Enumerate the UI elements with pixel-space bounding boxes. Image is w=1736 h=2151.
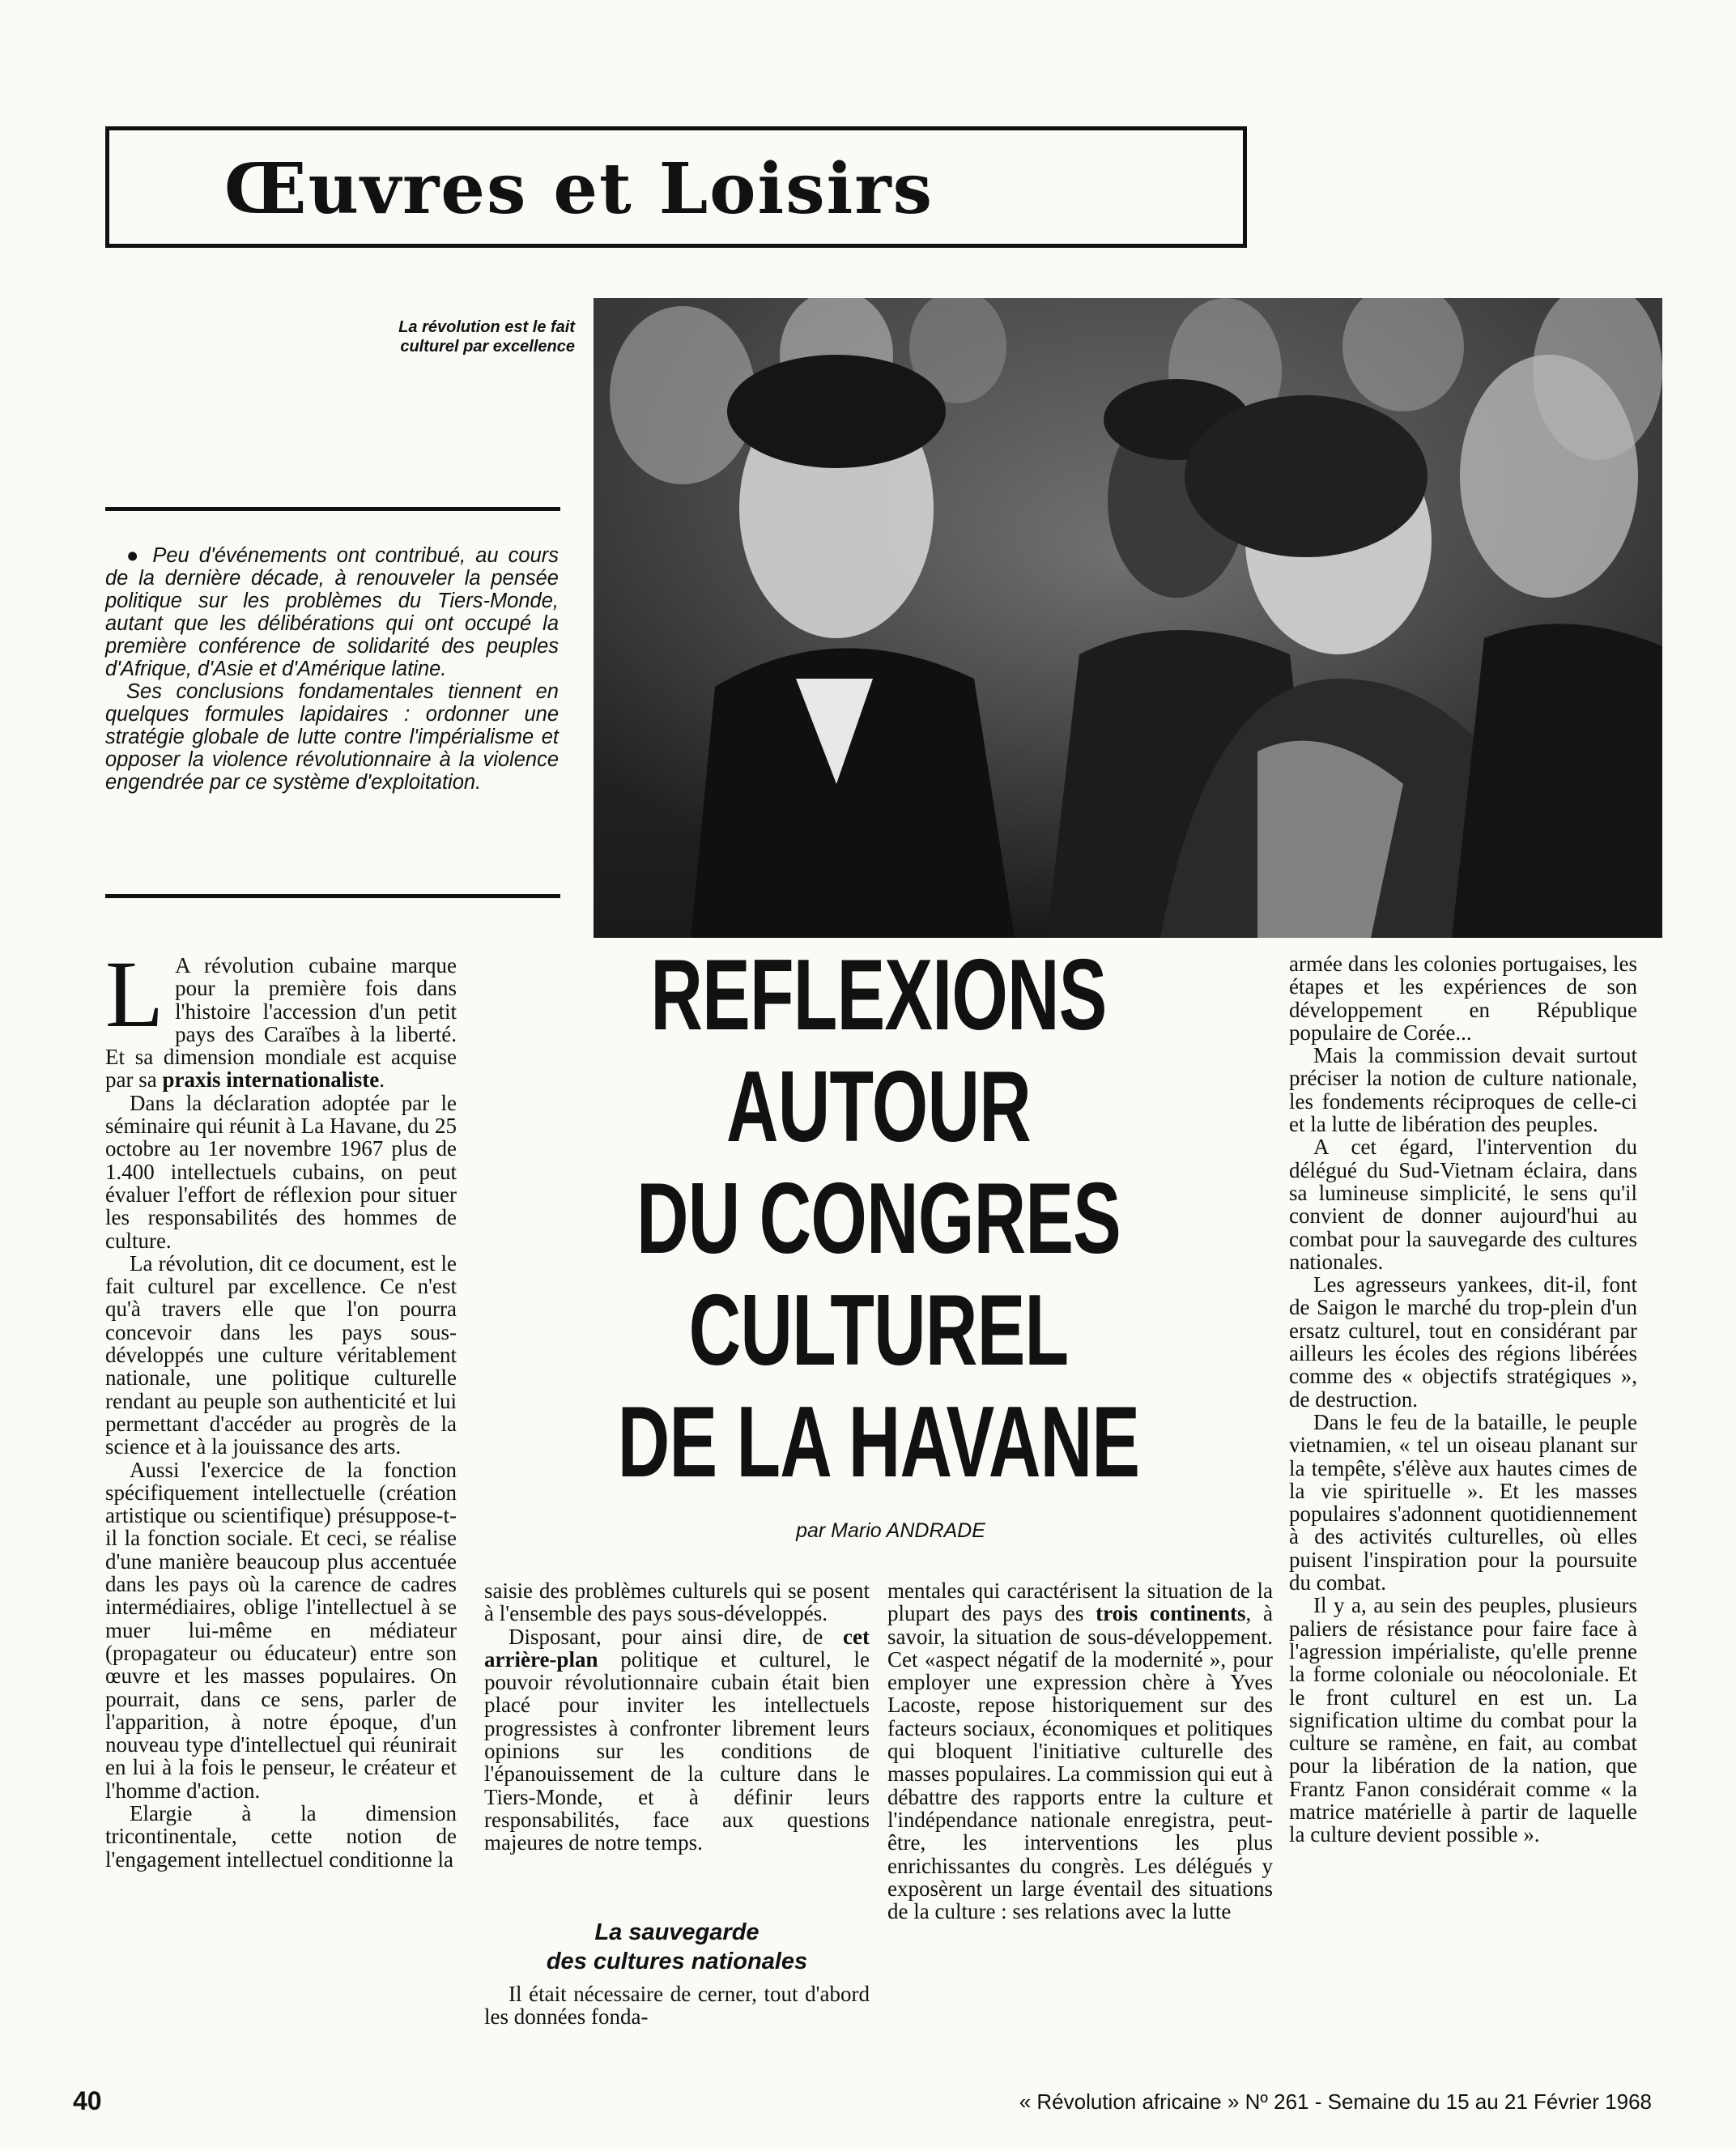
photo-caption: La révolution est le fait culturel par excellence xyxy=(398,318,575,356)
col3-paragraph-1 xyxy=(887,1579,1273,1923)
col4-paragraph-2: Mais la commission devait surtout préciser la notion de culture nationale, les fondements réciproques de celle-ci et la lutte de libération des peuples. xyxy=(1289,1043,1637,1137)
col1-p1-emphasis: praxis internationaliste xyxy=(162,1067,380,1093)
section-title: Œuvres et Loisirs xyxy=(223,148,934,230)
article-column-3 xyxy=(887,1579,1273,1923)
col1-paragraph-3: La révolution, dit ce document, est le fait culturel par excellence. Ce n'est qu'à travers elle que l'on pourra concevoir dans les pays sous-développés une culture véritablement nationale, une politique culturelle rendant au peuple son authenticité et lui permettant d'accéder au progrès de la science et à la jouissance des arts. xyxy=(105,1250,457,1459)
col4-paragraph-6: Il y a, au sein des peuples, plusieurs paliers de résistance pour faire face à l'agression impérialiste, qu'elle prenne la forme coloniale ou néocoloniale. Et le front culturel en est un. La signification ultime du combat pour la culture se ramène, en fait, au combat pour la libération de la nation, que Frantz Fanon considérait comme « la matrice matérielle à partir de laquelle la culture devient possible ». xyxy=(1289,1593,1637,1847)
byline: par Mario ANDRADE xyxy=(796,1519,985,1542)
article-column-4 xyxy=(1289,952,1637,1846)
col4-paragraph-3: A cet égard, l'intervention du délégué du Sud-Vietnam éclaira, dans sa lumineuse simplicité, le sens qu'il convient de donner aujourd'hui au combat pour la sauvegarde des cultures nationales. xyxy=(1289,1135,1637,1274)
headline-line-2: AUTOUR xyxy=(726,1051,1031,1163)
col1-p1-text: A révolution cubaine marque pour la première fois dans l'histoire l'accession d'un petit pays des Caraïbes à la liberté. Et sa dimension mondiale est acquise par sa xyxy=(105,953,457,1093)
intro-bottom-rule xyxy=(105,894,560,898)
section-header-box xyxy=(105,126,1247,248)
col2-paragraph-2 xyxy=(484,1625,870,1855)
page-number: 40 xyxy=(73,2086,102,2115)
headline-line-4: CULTUREL xyxy=(688,1275,1069,1386)
intro-paragraph-1: ● Peu d'événements ont contribué, au cours de la dernière décade, à renouveler la pensée politique sur les problèmes du Tiers-Monde, autant que les délibérations qui ont occupé la première conférence de solidarité des peuples d'Afrique, d'Asie et d'Amérique latine. xyxy=(105,544,559,680)
intro-text xyxy=(105,544,559,794)
col3-p1-emphasis: trois continents xyxy=(1096,1601,1246,1626)
intro-top-rule xyxy=(105,507,560,511)
article-headline xyxy=(602,939,1155,1498)
col1-paragraph-1 xyxy=(105,941,457,1093)
crowd-photo-illustration xyxy=(594,298,1662,938)
col4-paragraph-5: Dans le feu de la bataille, le peuple vietnamien, « tel un oiseau planant sur la tempête, s'élève aux hautes cimes de la vie spirituelle ». Et les masses populaires s'adonnent quotidiennement à des activités culturelles, où elles puisent l'inspiration pour la poursuite du combat. xyxy=(1289,1409,1637,1595)
col1-paragraph-4: Aussi l'exercice de la fonction spécifiquement intellectuelle (création artistique ou scientifique) présuppose-t-il la fonction sociale. Et ceci, se réalise d'une manière beaucoup plus accentuée dans les pays où la carence de cadres intermédiaires, oblige l'intellectuel à se muer lui-même en médiateur (propagateur ou éducateur) entre son œuvre et les masses populaires. On pourrait, dans ce sens, parler de l'apparition, à notre époque, d'un nouveau type d'intellectuel qui réunirait en lui à la fois le penseur, le créateur et l'homme d'action. xyxy=(105,1457,457,1803)
col2-p2-end: politique et culturel, le pouvoir révolutionnaire cubain était bien placé pour inviter les intellectuels progressistes à confronter librement leurs opinions sur les conditions de l'épanouissement de la culture dans le Tiers-Monde, et à définir leurs responsabilités, face aux questions majeures de notre temps. xyxy=(484,1646,870,1855)
article-column-2-end xyxy=(484,1983,870,2029)
col3-p1-end: , à savoir, la situation de sous-développement. Cet «aspect négatif de la modernité », pour employer une expression chère à Yves Lacoste, repose historiquement sur des facteurs sociaux, économiques et politiques qui bloquent l'initiative culturelle des masses populaires. La commission qui eut à débattre des rapports entre la culture et l'indépendance nationale enregistra, peut-être, les interventions les plus enrichissantes du congrès. Les délégués y exposèrent un large éventail des situations de la culture : ses relations avec la lutte xyxy=(887,1601,1274,1924)
col1-paragraph-5: Elargie à la dimension tricontinentale, cette notion de l'engagement intellectuel conditionne la xyxy=(105,1800,457,1872)
col2-paragraph-3: Il était nécessaire de cerner, tout d'abord les données fonda- xyxy=(484,1982,870,2030)
col3-p1-text: mentales qui caractérisent la situation de la plupart des pays des xyxy=(887,1578,1273,1626)
publication-footer: « Révolution africaine » Nº 261 - Semaine du 15 au 21 Février 1968 xyxy=(1019,2089,1652,2114)
col2-p2-emphasis: cet arrière-plan xyxy=(484,1624,870,1672)
subheading xyxy=(484,1918,870,1976)
intro-paragraph-2: Ses conclusions fondamentales tiennent en quelques formules lapidaires : ordonner une stratégie globale de lutte contre l'impérialisme et opposer la violence révolutionnaire à la violence engendrée par ce système d'exploitation. xyxy=(105,680,559,794)
col2-p2-text: Disposant, pour ainsi dire, de xyxy=(508,1624,844,1649)
col1-paragraph-2: Dans la déclaration adoptée par le séminaire qui réunit à La Havane, du 25 octobre au 1er novembre 1967 plus de 1.400 intellectuels cubains, on peut évaluer l'effort de réflexion pour situer les responsabilités des hommes de culture. xyxy=(105,1090,457,1253)
crowd-photo xyxy=(594,298,1662,938)
drop-cap: L xyxy=(105,941,164,1047)
headline-line-5: DE LA HAVANE xyxy=(617,1386,1140,1498)
col4-paragraph-1: armée dans les colonies portugaises, les étapes et les expériences de son développement en République populaire de Corée... xyxy=(1289,952,1637,1045)
headline-line-3: DU CONGRES xyxy=(636,1163,1121,1275)
col2-paragraph-1: saisie des problèmes culturels qui se posent à l'ensemble des pays sous-développés. xyxy=(484,1578,870,1626)
article-column-1 xyxy=(105,941,457,1872)
subheading-line-2: des cultures nationales xyxy=(546,1949,808,1974)
col4-paragraph-4: Les agresseurs yankees, dit-il, font de Saigon le marché du trop-plein d'un ersatz culturel, tout en considérant par ailleurs les écoles des régions libérées comme des « objectifs stratégiques », de destruction. xyxy=(1289,1272,1637,1412)
col1-p1-end: . xyxy=(379,1067,385,1093)
article-column-2 xyxy=(484,1579,870,1855)
subheading-line-1: La sauvegarde xyxy=(594,1919,760,1945)
headline-line-1: REFLEXIONS xyxy=(650,939,1107,1051)
